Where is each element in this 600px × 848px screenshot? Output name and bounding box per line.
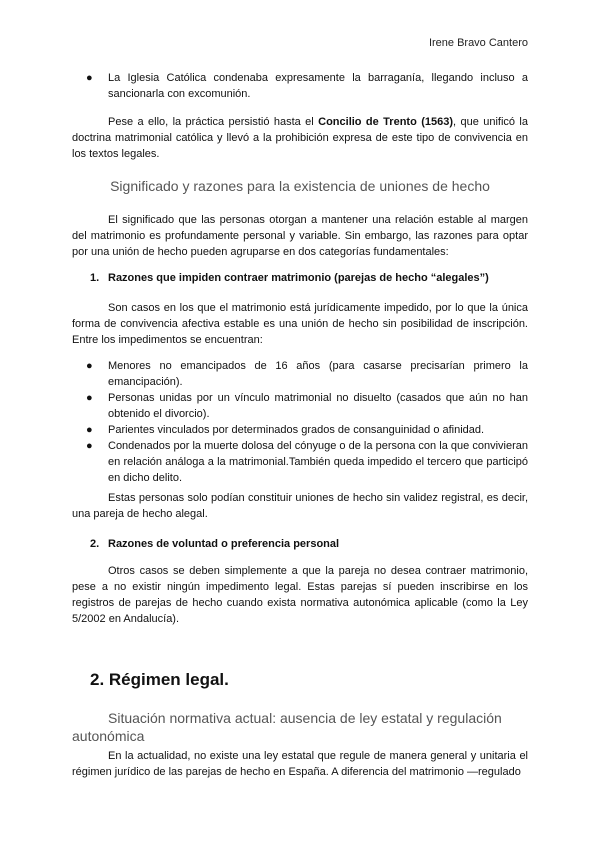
trento-paragraph: [72, 114, 528, 162]
section-heading-regimen-legal: 2. Régimen legal.: [90, 670, 229, 689]
bullet-icon: ●: [86, 392, 93, 404]
reason1-paragraph: Son casos en los que el matrimonio está jurídicamente impedido, por lo que la única forma de convivencia afectiva estable es una unión de hecho sin posibilidad de inscripción. Entre los impedimentos se encuentran:: [72, 302, 528, 346]
reason2-paragraph: Otros casos se deben simplemente a que la pareja no desea contraer matrimonio, pese a no existir ningún impedimento legal. Estas parejas sí pueden inscribirse en los registros de parejas de hecho cuando exista normativa autonómica aplicable (como la Ley 5/2002 en Andalucía).: [72, 565, 528, 625]
regimen-paragraph: En la actualidad, no existe una ley estatal que regule de manera general y unitaria el régimen jurídico de las parejas de hecho en España. A diferencia del matrimonio —regulado: [72, 750, 528, 778]
header-author: Irene Bravo Cantero: [428, 37, 528, 49]
list-item-text: La Iglesia Católica condenaba expresamente la barraganía, llegando incluso a sancionarla con excomunión.: [108, 72, 528, 100]
list-item: [72, 358, 528, 390]
list-item-text: Personas unidas por un vínculo matrimonial no disuelto (casados que aún no han obtenido el divorcio).: [108, 392, 528, 420]
section-subtitle-situacion: Situación normativa actual: ausencia de ley estatal y regulación autonómica: [72, 710, 502, 744]
list-item: [72, 422, 528, 438]
reason1-closing: Estas personas solo podían constituir uniones de hecho sin validez registral, es decir, una pareja de hecho alegal.: [72, 492, 528, 520]
bullet-icon: ●: [86, 440, 93, 452]
reason1-number: 1.: [90, 272, 100, 284]
reason1-heading: [90, 270, 489, 286]
reason2-heading: [90, 536, 339, 552]
list-item-text: Condenados por la muerte dolosa del cónyuge o de la persona con la que convivieran en relación análoga a la matrimonial.También queda impedido el tercero que participó en dicho delito.: [108, 440, 528, 484]
list-item: [72, 438, 528, 486]
intro-bullet-list: [72, 70, 528, 102]
bullet-icon: ●: [86, 360, 93, 372]
list-item-text: Parientes vinculados por determinados grados de consanguinidad o afinidad.: [108, 424, 485, 436]
list-item: [72, 390, 528, 422]
bullet-icon: ●: [86, 72, 93, 84]
reason2-title: Razones de voluntad o preferencia personal: [108, 538, 340, 550]
reason2-number: 2.: [90, 538, 100, 550]
bullet-icon: ●: [86, 424, 93, 436]
impediments-list: [72, 358, 528, 486]
section-subtitle-significado: Significado y razones para la existencia de uniones de hecho: [110, 178, 490, 194]
list-item: [72, 70, 528, 102]
reason1-title: Razones que impiden contraer matrimonio (parejas de hecho “alegales”): [108, 272, 489, 284]
list-item-text: Menores no emancipados de 16 años (para casarse precisarían primero la emancipación).: [108, 360, 528, 388]
trento-text-post: , que unificó la doctrina matrimonial católica y llevó a la prohibición expresa de este tipo de convivencia en los textos legales.: [72, 116, 528, 160]
trento-text-pre: Pese a ello, la práctica persistió hasta el: [108, 116, 319, 128]
trento-bold: Concilio de Trento (1563): [318, 116, 453, 128]
significado-paragraph: El significado que las personas otorgan a mantener una relación estable al margen del matrimonio es profundamente personal y variable. Sin embargo, las razones para optar por una unión de hecho pueden agruparse en dos categorías fundamentales:: [72, 214, 528, 258]
